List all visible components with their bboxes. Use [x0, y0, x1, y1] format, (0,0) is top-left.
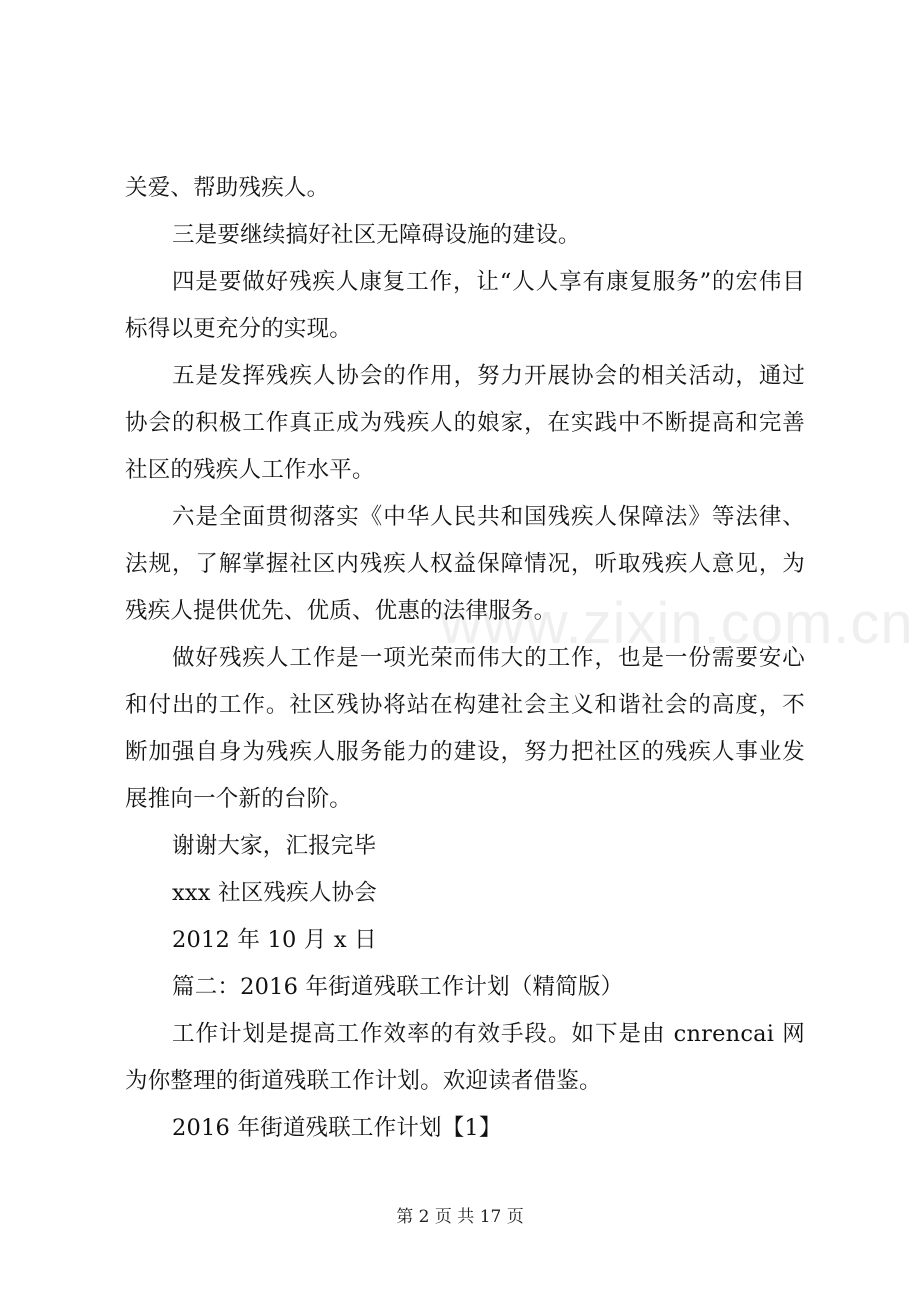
paragraph-5: 六是全面贯彻落实《中华人民共和国残疾人保障法》等法律、法规，了解掌握社区内残疾人权益保障情况，听取残疾人意见，为残疾人提供优先、优质、优惠的法律服务。 — [125, 504, 805, 624]
signature-date: 2012 年 10 月 x 日 — [172, 927, 377, 953]
paragraph-intro: 工作计划是提高工作效率的有效手段。如下是由 cnrencai 网为你整理的街道残联工作计划。欢迎读者借鉴。 — [125, 1021, 805, 1094]
page-footer: 第 2 页 共 17 页 — [396, 1207, 524, 1227]
watermark: www.zixin.com.cn — [440, 591, 914, 656]
section-heading: 篇二：2016 年街道残联工作计划（精简版） — [172, 974, 624, 1000]
document-body — [125, 165, 805, 1152]
subsection-heading: 2016 年街道残联工作计划【1】 — [172, 1115, 502, 1141]
paragraph-1: 关爱、帮助残疾人。 — [125, 175, 330, 201]
paragraph-4: 五是发挥残疾人协会的作用，努力开展协会的相关活动，通过协会的积极工作真正成为残疾人的娘家，在实践中不断提高和完善社区的残疾人工作水平。 — [125, 363, 805, 483]
closing-line: 谢谢大家，汇报完毕 — [172, 833, 377, 859]
paragraph-3: 四是要做好残疾人康复工作，让“人人享有康复服务”的宏伟目标得以更充分的实现。 — [125, 269, 805, 342]
paragraph-2: 三是要继续搞好社区无障碍设施的建设。 — [172, 222, 581, 248]
signature-org: xxx 社区残疾人协会 — [172, 880, 377, 906]
paragraph-6: 做好残疾人工作是一项光荣而伟大的工作，也是一份需要安心和付出的工作。社区残协将站在构建社会主义和谐社会的高度，不断加强自身为残疾人服务能力的建设，努力把社区的残疾人事业发展推向一个新的台阶。 — [125, 645, 805, 812]
